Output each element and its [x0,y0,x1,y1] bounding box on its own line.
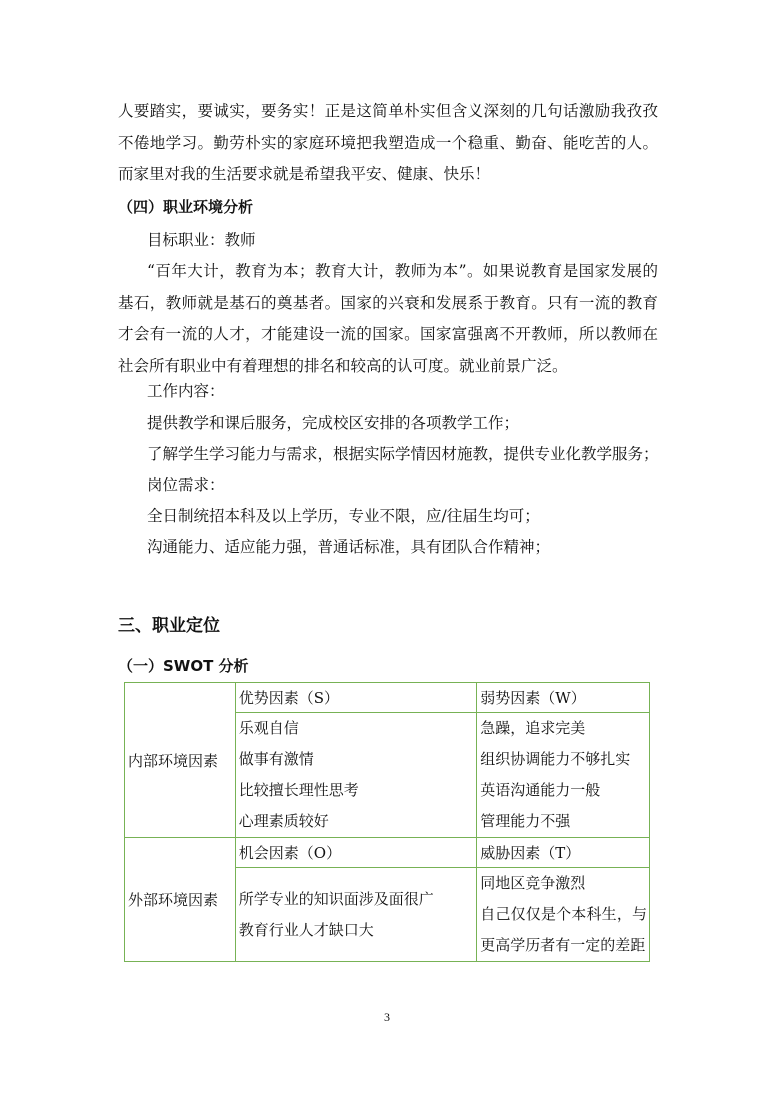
teacher-paragraph: “百年大计，教育为本；教育大计，教师为本”。如果说教育是国家发展的基石，教师就是基石的奠基者。国家的兴衰和发展系于教育。只有一流的教育才会有一流的人才，才能建设一流的国家。国家富强离不开教师，所以教师在社会所有职业中有着理想的排名和较高的认可度。就业前景广泛。 [118,262,658,375]
chapter-heading-career-positioning: 三、职业定位 [118,616,220,636]
external-factors-cell: 外部环境因素 [125,838,236,962]
strengths-cell [235,713,477,838]
threat-item: 自己仅仅是个本科生，与更高学历者有一定的差距 [480,905,647,954]
strengths-header: 优势因素（S） [235,683,477,713]
internal-factors-cell: 内部环境因素 [125,683,236,838]
weaknesses-header: 弱势因素（W） [477,683,650,713]
work-content-label: 工作内容： [147,382,225,400]
requirement-item: 全日制统招本科及以上学历，专业不限，应/往届生均可； [147,507,540,525]
opportunity-item: 教育行业人才缺口大 [238,920,374,939]
threats-header: 威胁因素（T） [477,838,650,868]
strength-item: 做事有激情 [238,750,314,768]
section-heading-swot: （一）SWOT 分析 [118,657,249,675]
weakness-item: 组织协调能力不够扎实 [480,750,631,768]
swot-table [124,682,650,962]
strength-item: 比较擅长理性思考 [238,781,359,799]
target-job-line: 目标职业：教师 [147,231,256,249]
work-item: 了解学生学习能力与需求，根据实际学情因材施教，提供专业化教学服务； [147,445,659,463]
page-number: 3 [384,1010,390,1024]
weakness-item: 急躁，追求完美 [480,719,586,737]
requirement-item: 沟通能力、适应能力强，普通话标准，具有团队合作精神； [147,538,551,556]
work-item: 提供教学和课后服务，完成校区安排的各项教学工作； [147,414,520,432]
opportunity-item: 所学专业的知识面涉及面很广 [238,889,434,908]
swot-header-row-external [125,838,650,868]
threat-item: 同地区竞争激烈 [480,874,586,892]
intro-paragraph: 人要踏实，要诚实，要务实！正是这简单朴实但含义深刻的几句话激励我孜孜不倦地学习。勤劳朴实的家庭环境把我塑造成一个稳重、勤奋、能吃苦的人。而家里对我的生活要求就是希望我平安、健康、快乐！ [118,102,658,183]
strength-item: 心理素质较好 [238,812,329,830]
threats-cell [477,868,650,962]
swot-header-row-internal [125,683,650,713]
weakness-item: 英语沟通能力一般 [480,781,601,799]
section-heading-career-environment: （四）职业环境分析 [118,198,254,216]
opportunities-header: 机会因素（O） [235,838,477,868]
weakness-item: 管理能力不强 [480,812,571,830]
weaknesses-cell [477,713,650,838]
opportunities-cell [235,868,477,962]
requirements-label: 岗位需求： [147,476,225,494]
strength-item: 乐观自信 [238,719,299,737]
